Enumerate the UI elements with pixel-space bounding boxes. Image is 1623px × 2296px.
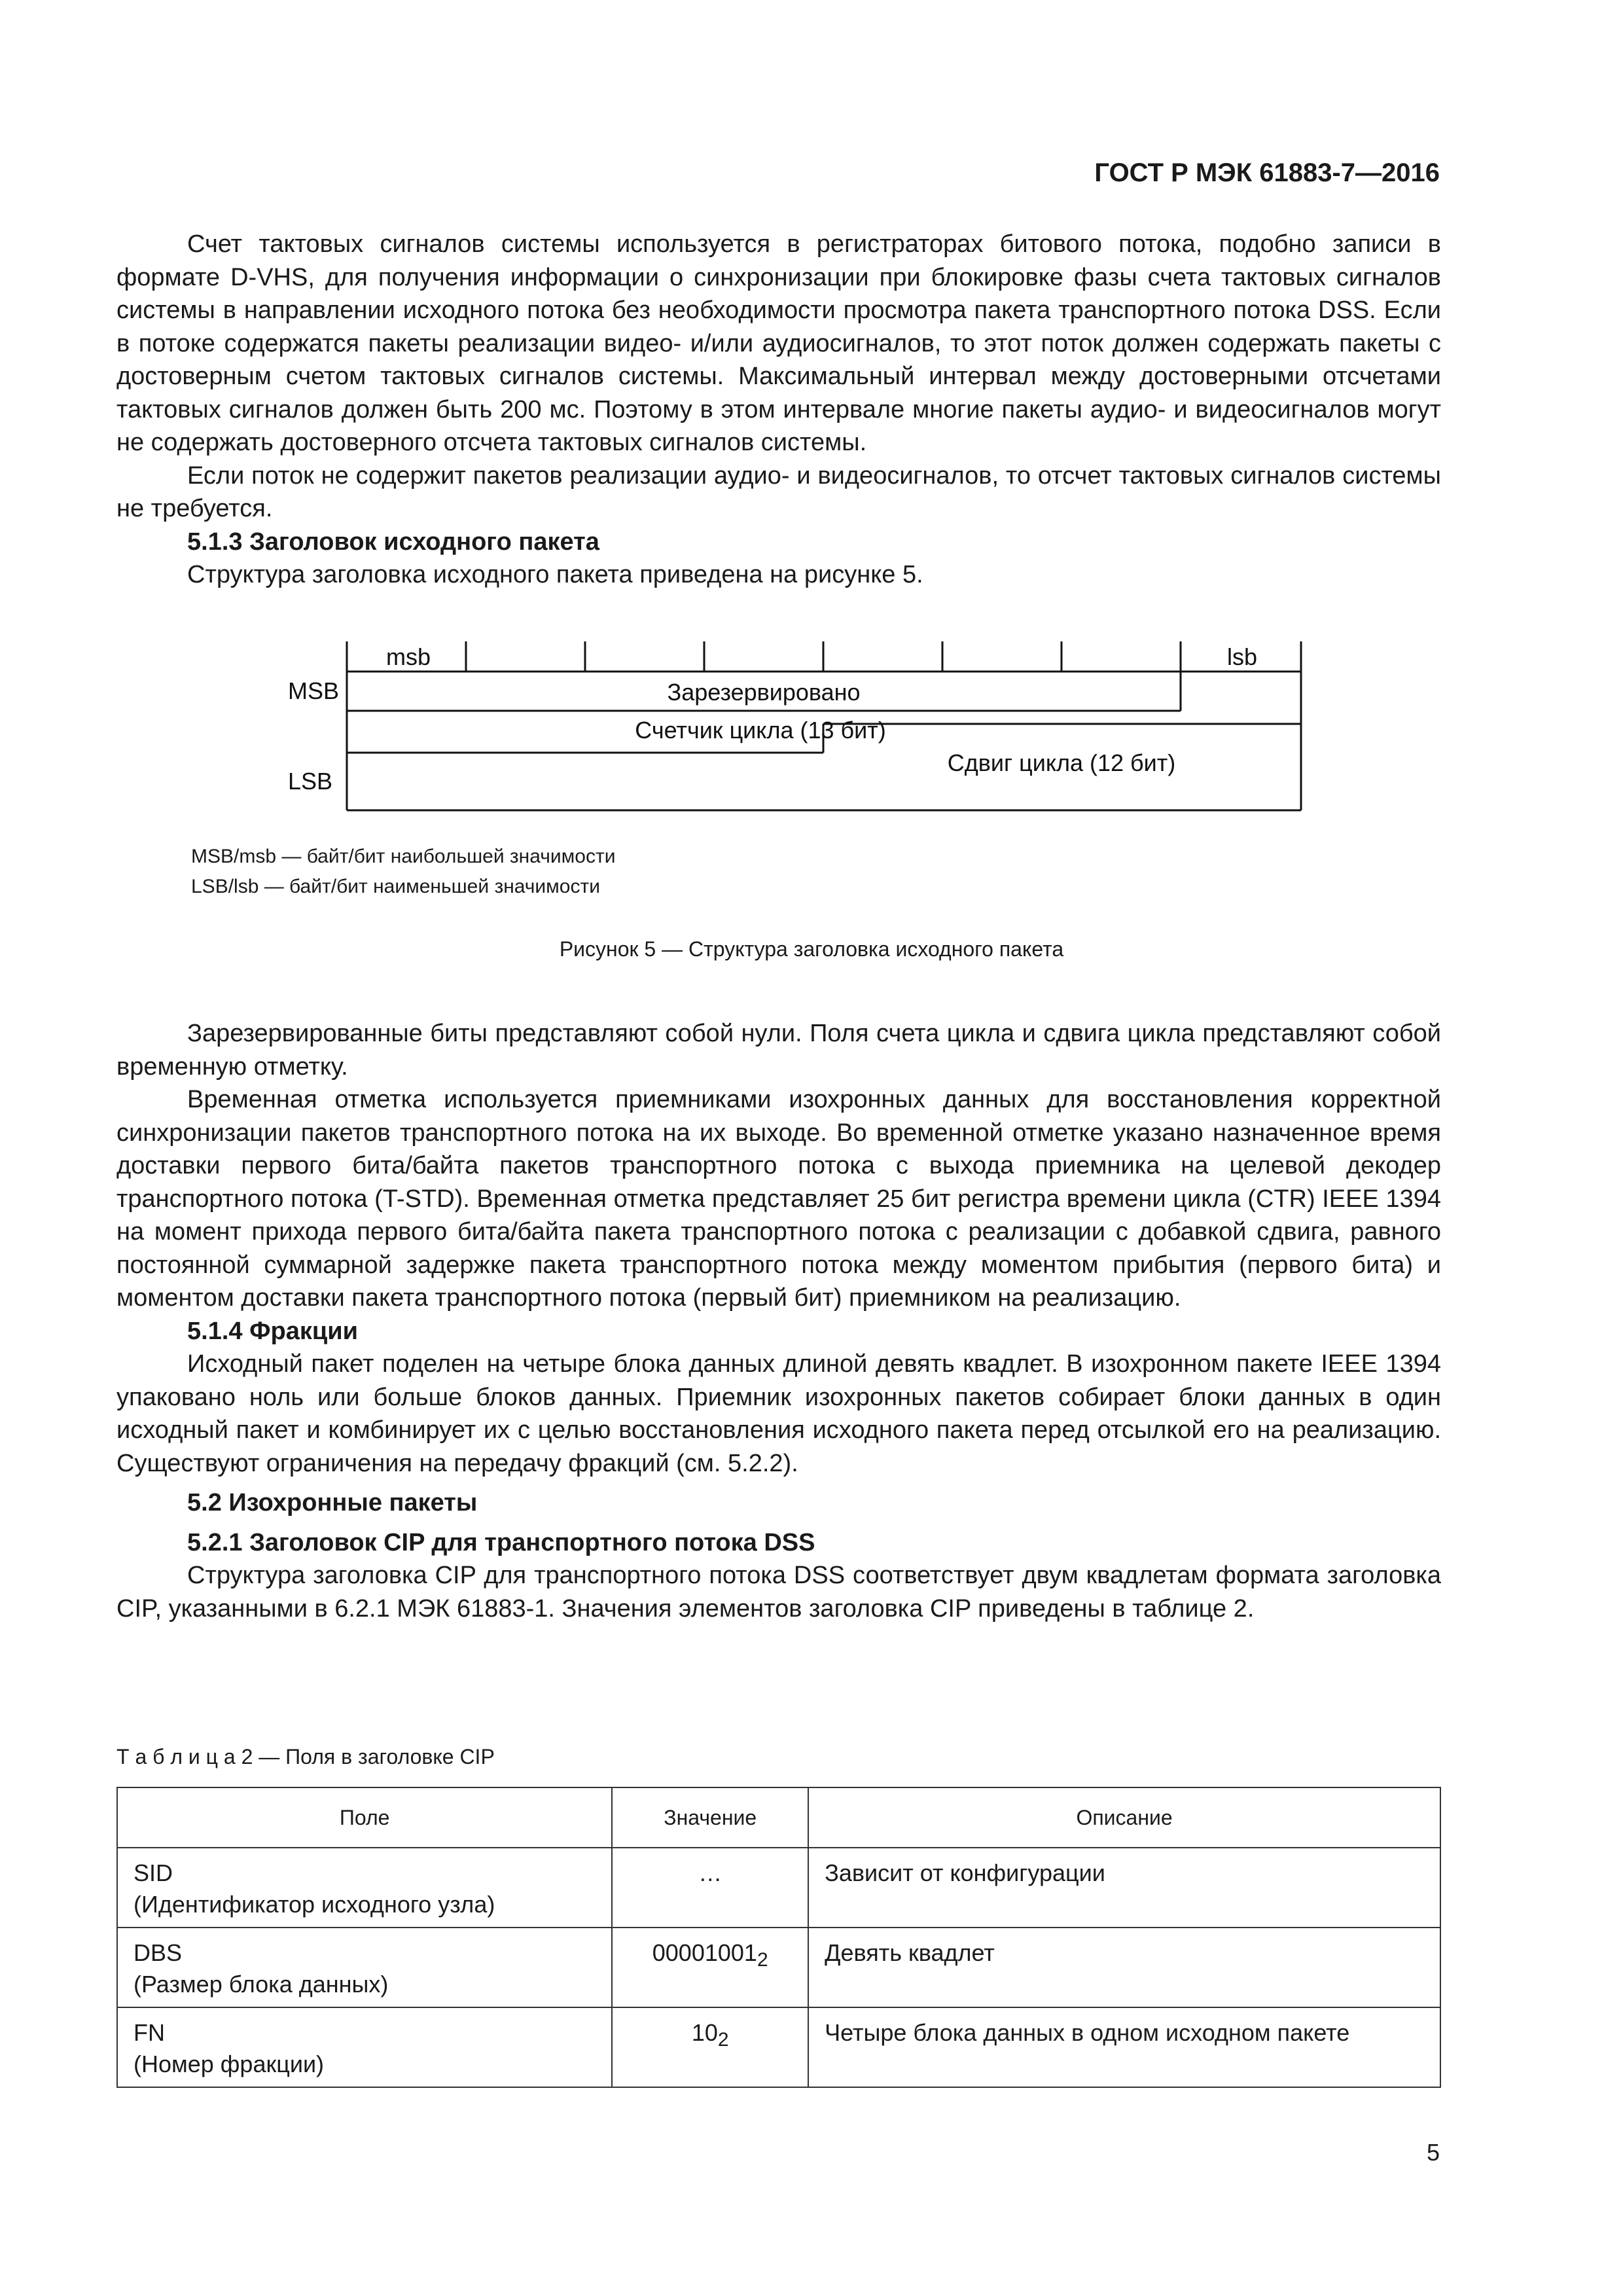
paragraph: Структура заголовка CIP для транспортного потока DSS соответствует двум квадлетам формата заголовка CIP, указанными в 6.2.1 МЭК 61883-1. Значения элементов заголовка CIP приведены в таблице 2. [116, 1562, 1441, 1623]
label-lsb-bit: lsb [1226, 643, 1258, 670]
field-cell [117, 2007, 612, 2087]
value-cell [612, 1848, 808, 1928]
figure-5-diagram [223, 641, 1309, 812]
section-heading-5-1-4: 5.1.4 Фракции [187, 1317, 358, 1345]
label-msb-byte: MSB [288, 677, 340, 704]
section-heading-5-1-3: 5.1.3 Заголовок исходного пакета [187, 528, 599, 556]
field-full-name: (Номер фракции) [134, 2051, 325, 2077]
table-title: Т а б л и ц а 2 — Поля в заголовке CIP [116, 1745, 495, 1768]
figure-caption: Рисунок 5 — Структура заголовка исходного пакета [559, 937, 1064, 961]
field-reserved: Зарезервировано [667, 679, 861, 706]
paragraph: Если поток не содержит пакетов реализации аудио- и видеосигналов, то отсчет тактовых сигналов системы не требуется. [116, 461, 1441, 522]
value-base: 2 [717, 2029, 729, 2051]
value-text: 00001001 [652, 1939, 757, 1966]
paragraph: Счет тактовых сигналов системы используется в регистраторах битового потока, подобно записи в формате D-VHS, для получения информации о синхронизации при блокировке фазы счета тактовых сигналов системы в направлении исходного потока без необходимости просмотра пакета транспортного потока DSS. Если в потоке содержатся пакеты реализации видео- и/или аудиосигналов, то этот поток должен содержать пакеты с достоверным счетом тактовых сигналов системы. Максимальный интервал между достоверными отсчетами тактовых сигналов должен быть 200 мс. Поэтому в этом интервале многие пакеты аудио- и видеосигналов могут не содержать достоверного отсчета тактовых сигналов системы. [116, 230, 1441, 456]
field-name: FN [134, 2019, 165, 2046]
legend-msb: MSB/msb — байт/бит наибольшей значимости [191, 846, 616, 867]
column-header-value: Значение [612, 1787, 808, 1848]
value-cell [612, 1928, 808, 2007]
field-cell [117, 1848, 612, 1928]
page-number: 5 [1426, 2139, 1440, 2166]
field-full-name: (Идентификатор исходного узла) [134, 1891, 495, 1918]
section-heading-5-2-1: 5.2.1 Заголовок CIP для транспортного потока DSS [187, 1528, 815, 1556]
paragraph: Зарезервированные биты представляют собой нули. Поля счета цикла и сдвига цикла представляют собой временную отметку. [116, 1020, 1441, 1081]
text-block-top [116, 228, 1441, 592]
paragraph: Исходный пакет поделен на четыре блока данных длиной девять квадлет. В изохронном пакете IEEE 1394 упаковано ноль или больше блоков данных. Приемник изохронных пакетов собирает блоки данных в один исходный пакет и комбинирует их с целью восстановления исходного пакета перед отсылкой его на реализацию. Существуют ограничения на передачу фракций (см. 5.2.2). [116, 1350, 1441, 1477]
section-heading-5-2: 5.2 Изохронные пакеты [187, 1489, 478, 1516]
field-name: SID [134, 1859, 173, 1886]
field-full-name: (Размер блока данных) [134, 1971, 389, 1998]
description-cell: Зависит от конфигурации [808, 1848, 1440, 1928]
column-header-description: Описание [808, 1787, 1440, 1848]
document-header: ГОСТ Р МЭК 61883-7—2016 [1094, 158, 1440, 187]
field-cell [117, 1928, 612, 2007]
description-cell: Четыре блока данных в одном исходном пакете [808, 2007, 1440, 2087]
paragraph: Структура заголовка исходного пакета приведена на рисунке 5. [187, 561, 923, 588]
description-cell: Девять квадлет [808, 1928, 1440, 2007]
field-cycle-offset: Сдвиг цикла (12 бит) [947, 749, 1176, 776]
table-header-row [117, 1787, 1440, 1848]
value-text: … [698, 1859, 722, 1886]
field-cycle-count: Счетчик цикла (13 бит) [635, 717, 886, 744]
label-msb-bit: msb [385, 643, 431, 670]
header-structure-svg [223, 641, 1309, 812]
legend-lsb: LSB/lsb — байт/бит наименьшей значимости [191, 876, 600, 897]
value-base: 2 [757, 1949, 768, 1971]
value-cell [612, 2007, 808, 2087]
table-row [117, 2007, 1440, 2087]
column-header-field: Поле [117, 1787, 612, 1848]
text-block-middle [116, 1017, 1441, 1625]
figure-legend [191, 842, 615, 902]
table-row [117, 1848, 1440, 1928]
paragraph: Временная отметка используется приемниками изохронных данных для восстановления корректной синхронизации пакетов транспортного потока на их выходе. Во временной отметке указано назначенное время доставки первого бита/байта пакетов транспортного потока с выхода приемника на целевой декодер транспортного потока (T-STD). Временная отметка представляет 25 бит регистра времени цикла (CTR) IEEE 1394 на момент прихода первого бита/байта пакета транспортного потока с реализации с добавкой сдвига, равного постоянной суммарной задержке пакета транспортного потока между моментом прибытия (первого бита) и моментом доставки пакета транспортного потока (первый бит) приемником на реализацию. [116, 1086, 1441, 1312]
field-name: DBS [134, 1939, 183, 1966]
cip-fields-table [116, 1787, 1441, 2088]
table-row [117, 1928, 1440, 2007]
label-lsb-byte: LSB [288, 768, 333, 795]
value-text: 10 [691, 2019, 718, 2046]
